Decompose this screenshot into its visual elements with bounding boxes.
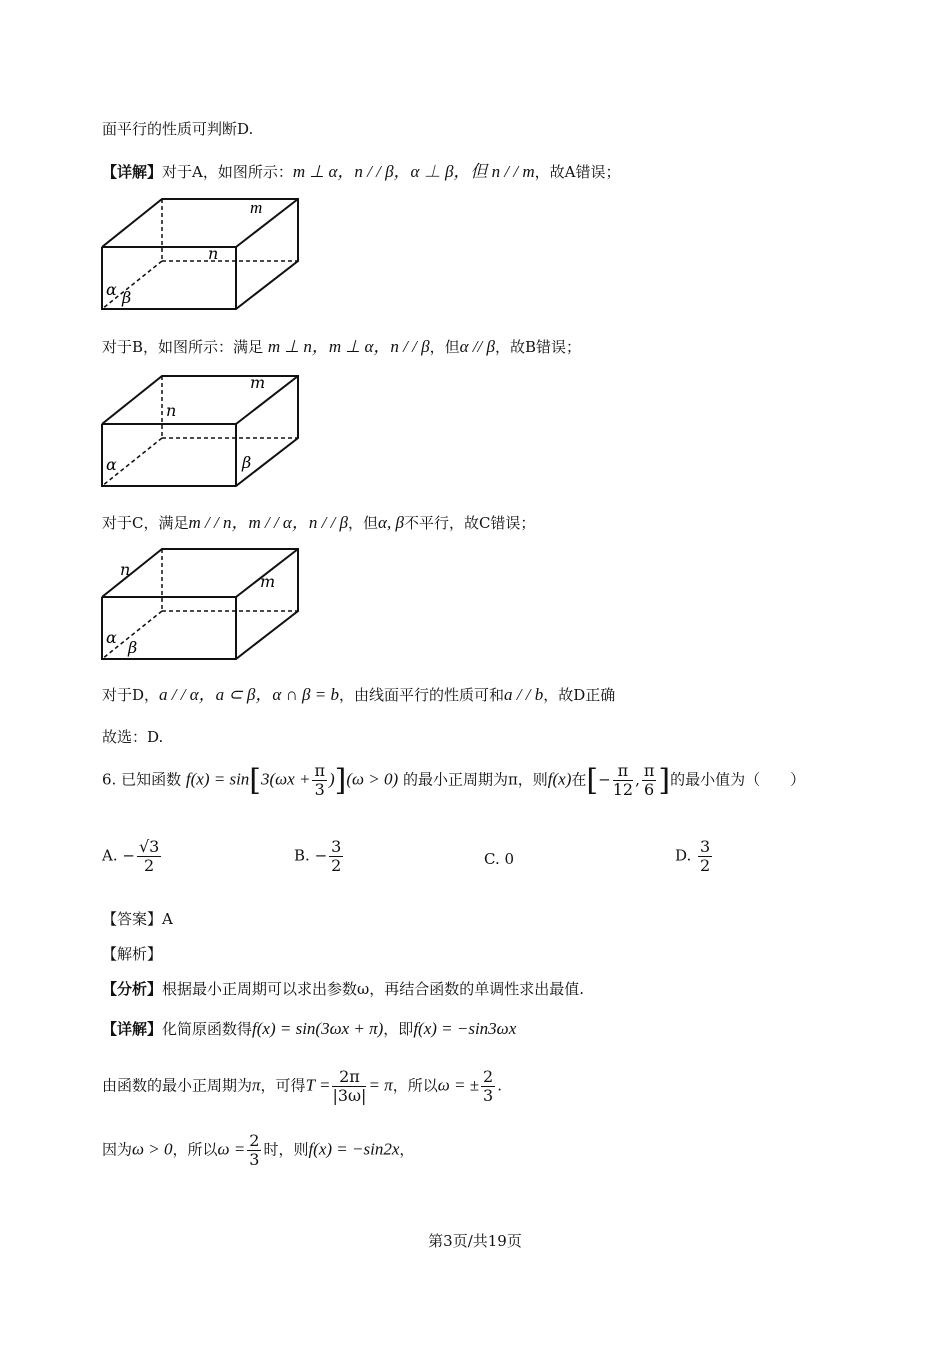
figure-b-label-n: n: [166, 401, 177, 420]
right-bracket: ]: [334, 763, 347, 798]
interval-left-bracket: [: [586, 763, 599, 798]
question-stem-1: 已知函数: [121, 770, 182, 789]
question-func: f(x) = sin: [185, 769, 250, 789]
figure-a-box: [100, 195, 310, 315]
detail-c-tail: 不平行，故C错误；: [403, 514, 536, 532]
detail-b-tail: ，故B错误；: [494, 338, 581, 356]
interval-left: $\frac{\pi}{12}$: [612, 761, 634, 799]
figure-c-label-beta: β: [128, 638, 138, 657]
choice-a[interactable]: A. − $\frac{√3}{2}$: [102, 837, 160, 875]
page-footer: 第3页/共19页: [428, 1232, 522, 1250]
since-omega-fraction: $\frac{2}{3}$: [249, 1131, 260, 1169]
figure-b-label-m: m: [250, 373, 266, 392]
omega-fraction: $\frac{2}{3}$: [483, 1067, 494, 1105]
detail-a-tail: ，故A错误；: [534, 163, 621, 181]
analysis-tag: 【分析】: [102, 980, 163, 998]
figure-c-label-n: n: [120, 560, 131, 579]
period-fraction: $\frac{2\pi}{|3\omega|}$: [332, 1067, 367, 1105]
question-stem-4: 的最小值为（ ）: [670, 770, 806, 789]
detail-a-line: [102, 157, 621, 182]
answer-choice-line: 故选：D.: [102, 728, 164, 746]
detail2-line: [102, 1018, 516, 1039]
figure-a-label-alpha: α: [106, 280, 117, 299]
detail2-math: f(x) = sin(3ωx + π): [252, 1019, 384, 1038]
detail-c-math: m / / n，m / / α，n / / β: [188, 513, 349, 532]
detail-a-math: m ⊥ α，n / / β，α ⊥ β，但 n / / m: [292, 162, 535, 181]
detail-a-text: 对于A，如图所示：: [162, 163, 293, 181]
detail-d-line: [102, 680, 615, 705]
pi-over-3: $\frac{\pi}{3}$: [314, 761, 325, 799]
left-bracket: [: [249, 763, 262, 798]
question-close: ): [328, 769, 335, 789]
detail2-math2: f(x) = −sin3ωx: [413, 1019, 517, 1038]
since-line: 因为ω > 0，所以ω = $\frac{2}{3}$ 时，则f(x) = −sin2x，: [102, 1131, 415, 1169]
figure-c-label-alpha: α: [106, 628, 117, 647]
detail-c-math2: α, β: [378, 513, 404, 532]
choice-c[interactable]: C. 0: [484, 850, 515, 868]
detail-d-math2: a / / b: [504, 685, 544, 704]
period-line: 由函数的最小正周期为π，可得T = $\frac{2\pi}{|3\omega|}$ = π，所以ω = ± $\frac{2}{3}$ .: [102, 1067, 502, 1105]
detail-b-text: 对于B，如图所示：满足: [102, 338, 264, 356]
question-fx: f(x): [547, 769, 572, 789]
figure-b-label-alpha: α: [106, 455, 117, 474]
detail-c-text: 对于C，满足: [102, 514, 189, 532]
detail-tag: 【详解】: [102, 163, 163, 181]
detail2-tag: 【详解】: [102, 1020, 163, 1038]
figure-a-label-m: m: [250, 198, 263, 217]
detail-b-math: m ⊥ n，m ⊥ α，n / / β: [267, 337, 430, 356]
analysis-line: [102, 978, 584, 999]
figure-c-box: [100, 545, 310, 665]
detail-d-text: 对于D，: [102, 686, 160, 704]
figure-b-label-beta: β: [242, 453, 252, 472]
figure-a-label-n: n: [208, 244, 219, 263]
question-inner: 3(ωx +: [261, 769, 311, 789]
figure-b-box: [100, 372, 310, 492]
question-number: 6.: [102, 770, 117, 789]
figure-c-label-m: m: [260, 572, 276, 591]
interval-right: $\frac{\pi}{6}$: [643, 761, 655, 799]
detail2-mid: ，即: [383, 1020, 414, 1038]
question-6: 6. 已知函数 f(x) = sin[3(ωx + $\frac{\pi}{3}$ )](ω > 0) 的最小正周期为π，则f(x)在[− $\frac{\pi}{12}$ , $\frac{\pi}{6}$ ]的最小值为（ ）: [102, 761, 806, 799]
question-stem-3: 在: [571, 770, 587, 789]
detail-b-math2: α // β: [459, 337, 495, 356]
detail2-text: 化简原函数得: [162, 1020, 253, 1038]
intro-text: 面平行的性质可判断D.: [102, 120, 254, 138]
detail-b-line: [102, 332, 581, 357]
analysis-text: 根据最小正周期可以求出参数ω，再结合函数的单调性求出最值.: [162, 980, 585, 998]
answer-text: 【答案】A: [102, 910, 173, 928]
interval-right-bracket: ]: [658, 763, 671, 798]
detail-c-mid: ，但: [348, 514, 379, 532]
choice-b[interactable]: B. − $\frac{3}{2}$: [294, 837, 342, 875]
question-cond: (ω > 0): [346, 769, 399, 789]
detail-d-mid: ，由线面平行的性质可和: [339, 686, 505, 704]
analysis-heading: 【解析】: [102, 945, 163, 963]
detail-d-tail: ，故D正确: [543, 686, 616, 704]
detail-b-mid: ，但: [429, 338, 460, 356]
question-stem-2: 的最小正周期为π，则: [402, 770, 548, 789]
detail-c-line: [102, 508, 535, 533]
figure-a-label-beta: β: [122, 288, 132, 307]
detail-d-math: a / / α，a ⊂ β，α ∩ β = b: [159, 685, 340, 704]
choice-d[interactable]: D. $\frac{3}{2}$: [675, 837, 711, 875]
